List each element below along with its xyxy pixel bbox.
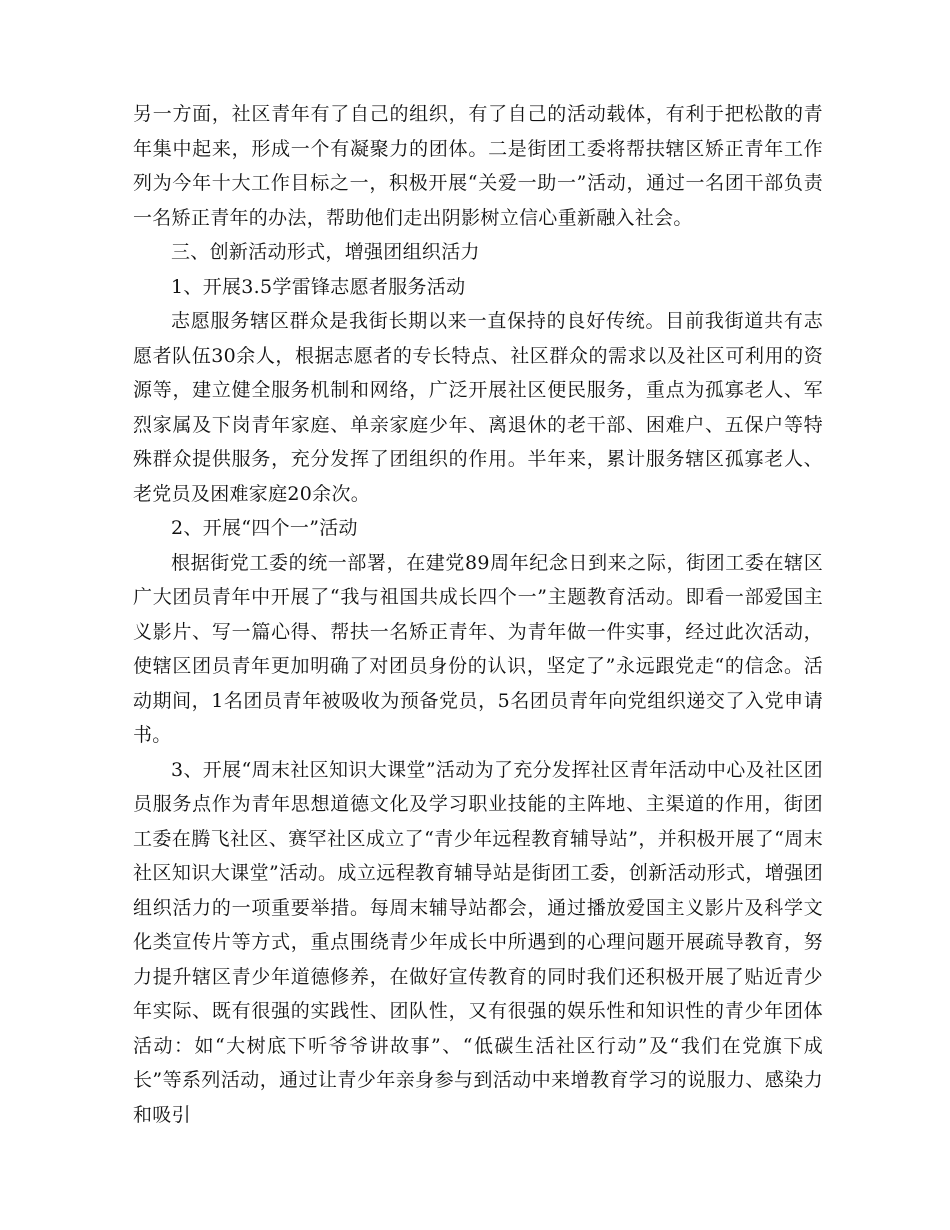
paragraph: 3、开展“周末社区知识大课堂”活动为了充分发挥社区青年活动中心及社区团员服务点作为青年思想道德文化及学习职业技能的主阵地、主渠道的作用，街团工委在腾飞社区、赛罕社区成立了“青少年远程教育辅导站”，并积极开展了“周末社区知识大课堂”活动。成立远程教育辅导站是街团工委，创新活动形式，增强团组织活力的一项重要举措。每周末辅导站都会，通过播放爱国主义影片及科学文化类宣传片等方式，重点围绕青少年成长中所遇到的心理问题开展疏导教育，努力提升辖区青少年道德修养，在做好宣传教育的同时我们还积极开展了贴近青少年实际、既有很强的实践性、团队性，又有很强的娱乐性和知识性的青少年团体活动：如“大树底下听爷爷讲故事”、“低碳生活社区行动”及“我们在党旗下成长”等系列活动，通过让青少年亲身参与到活动中来增教育学习的说服力、感染力和吸引 bbox=[133, 758, 823, 1126]
paragraph: 志愿服务辖区群众是我街长期以来一直保持的良好传统。目前我街道共有志愿者队伍30余人，根据志愿者的专长特点、社区群众的需求以及社区可利用的资源等，建立健全服务机制和网络，广泛开展社区便民服务，重点为孤寡老人、军烈家属及下岗青年家庭、单亲家庭少年、离退休的老干部、困难户、五保户等特殊群众提供服务，充分发挥了团组织的作用。半年来，累计服务辖区孤寡老人、老党员及困难家庭20余次。 bbox=[133, 310, 823, 505]
paragraph-continuation: 另一方面，社区青年有了自己的组织，有了自己的活动载体，有利于把松散的青年集中起来，形成一个有凝聚力的团体。二是街团工委将帮扶辖区矫正青年工作列为今年十大工作目标之一，积极开展“关爱一助一”活动，通过一名团干部负责一名矫正青年的办法，帮助他们走出阴影树立信心重新融入社会。 bbox=[133, 103, 823, 229]
subsection-heading: 1、开展3.5学雷锋志愿者服务活动 bbox=[171, 275, 466, 298]
section-heading: 三、创新活动形式，增强团组织活力 bbox=[171, 241, 480, 263]
subsection-heading: 2、开展“四个一”活动 bbox=[171, 517, 358, 539]
paragraph: 根据街党工委的统一部署，在建党89周年纪念日到来之际，街团工委在辖区广大团员青年中开展了“我与祖国共成长四个一”主题教育活动。即看一部爱国主义影片、写一篇心得、帮扶一名矫正青年、为青年做一件实事，经过此次活动，使辖区团员青年更加明确了对团员身份的认识，坚定了”永远跟党走“的信念。活动期间，1名团员青年被吸收为预备党员，5名团员青年向党组织递交了入党申请书。 bbox=[133, 551, 823, 746]
document-body bbox=[133, 97, 823, 1132]
